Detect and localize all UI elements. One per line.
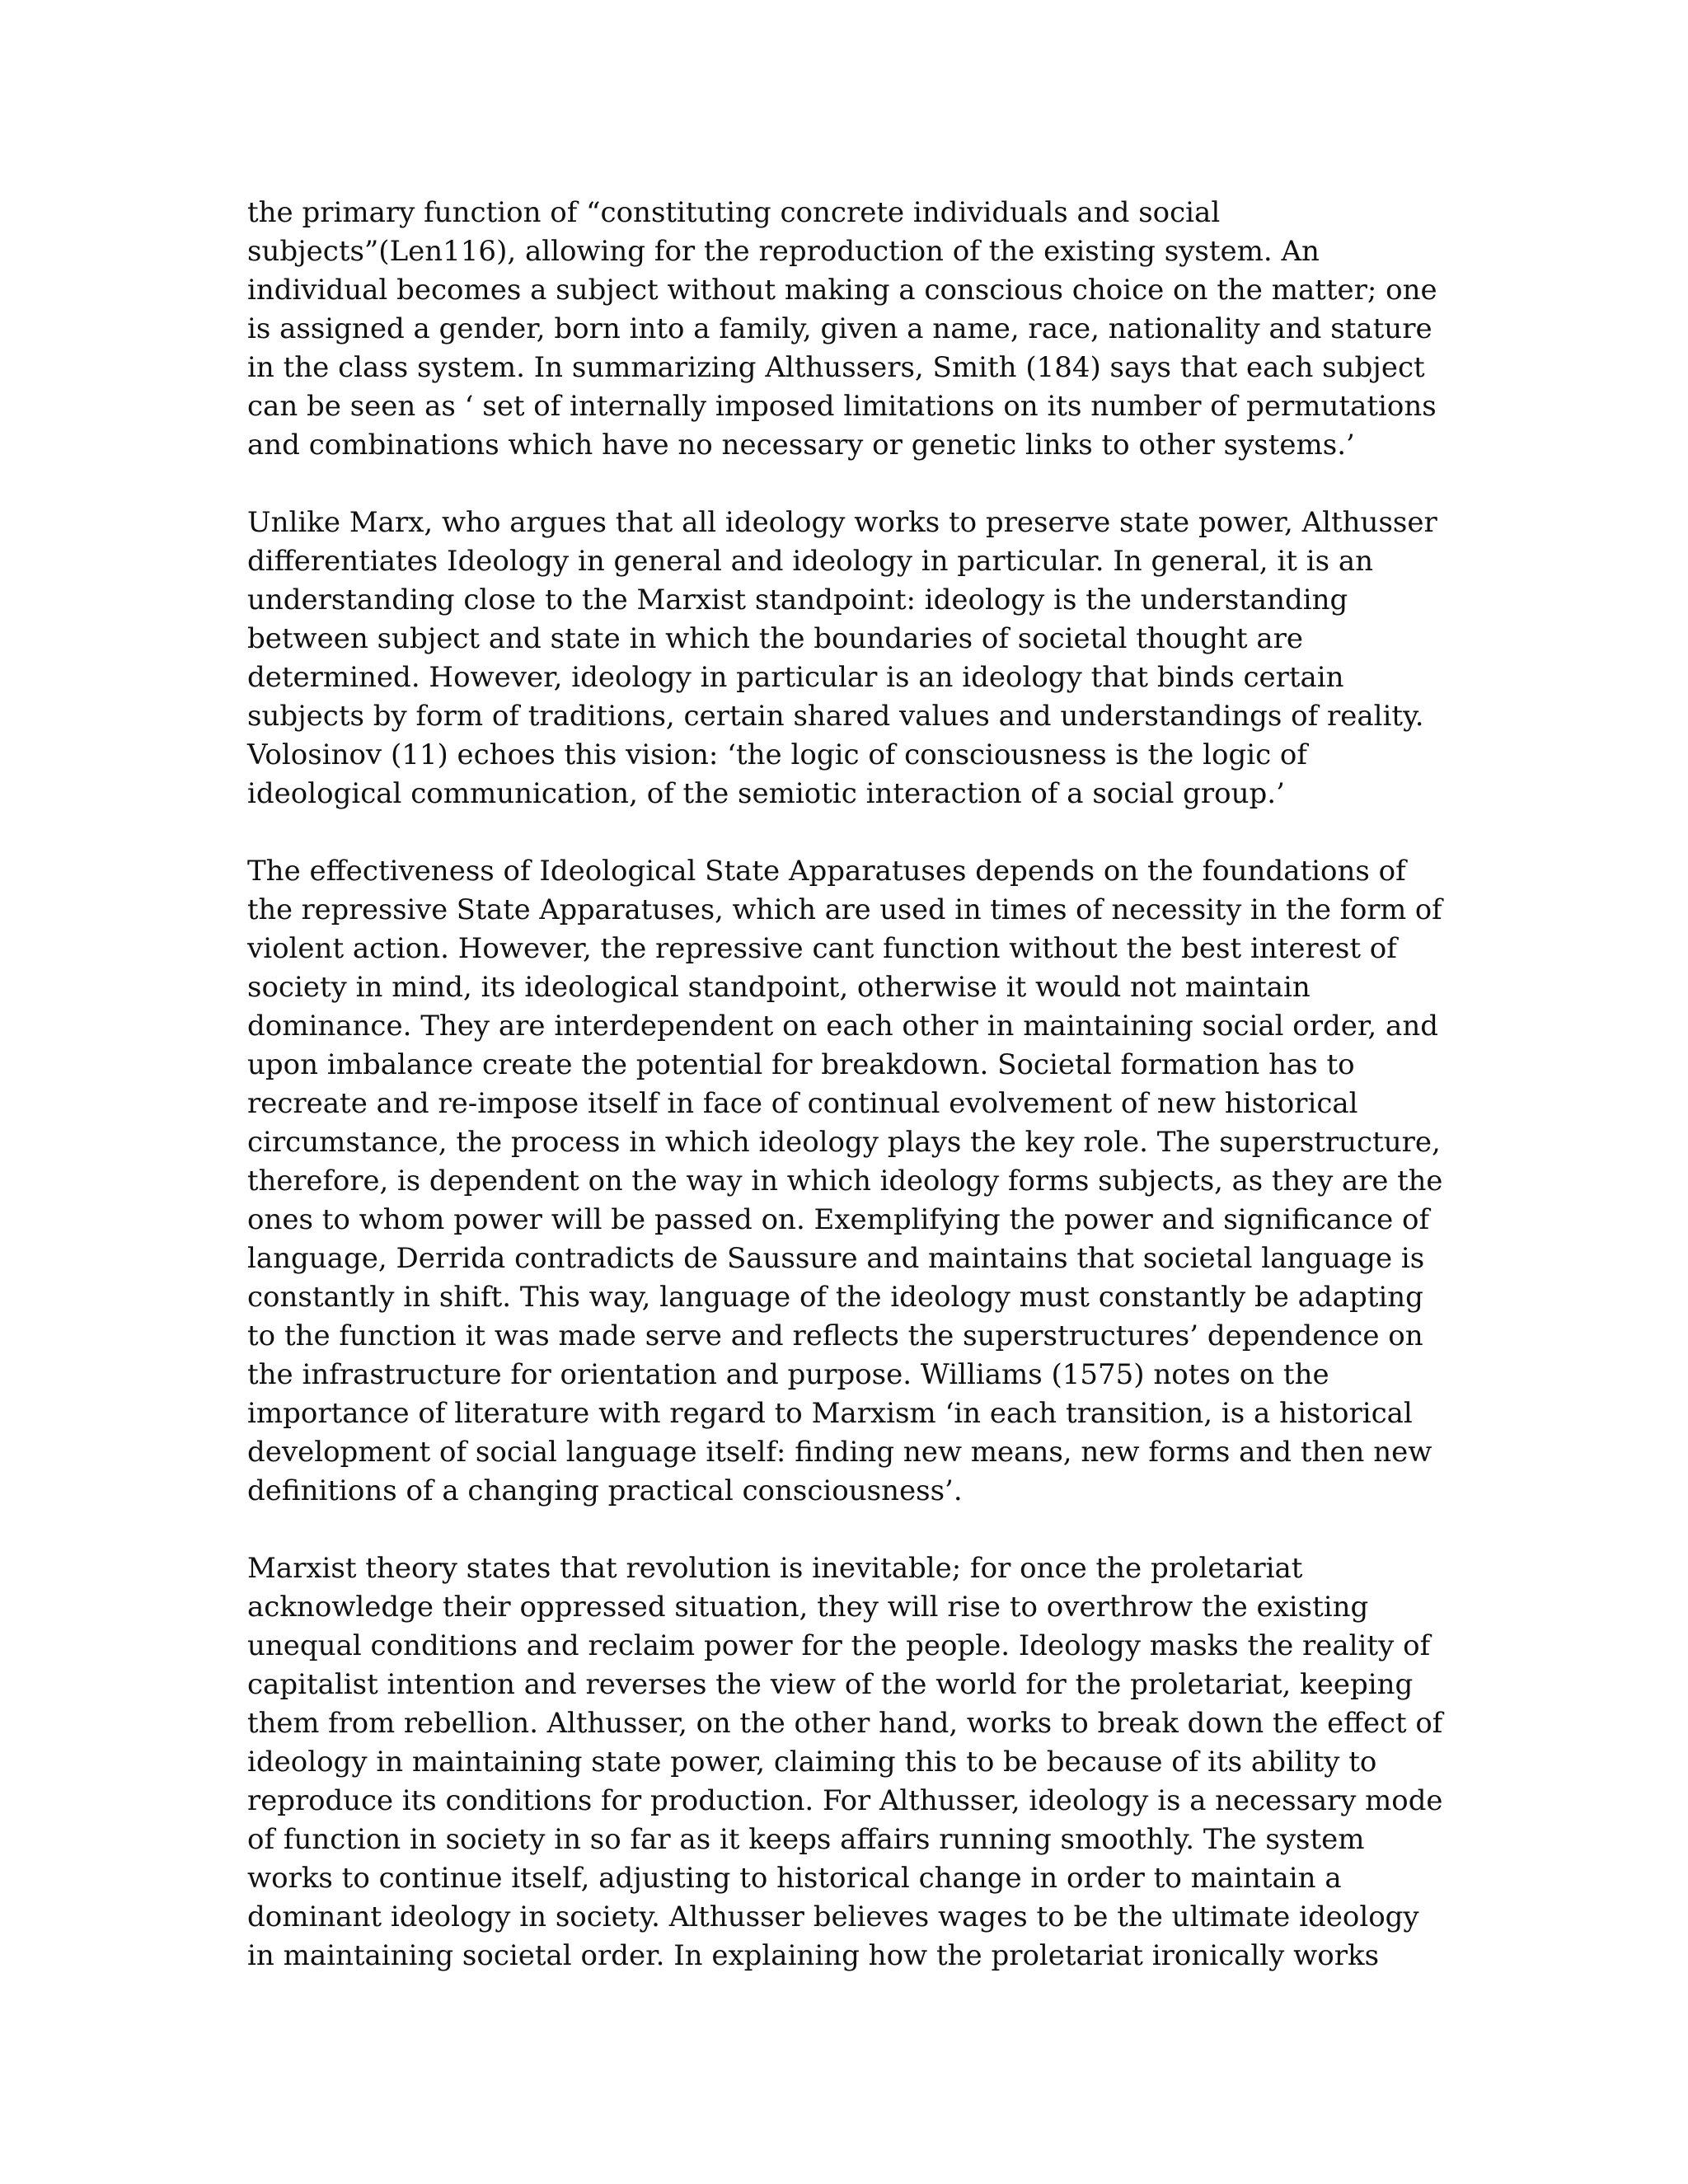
text-line: ideological communication, of the semiotic interaction of a social group.’ [247, 777, 1285, 810]
text-line: understanding close to the Marxist standpoint: ideology is the understanding [247, 583, 1348, 616]
text-line: individual becomes a subject without making a conscious choice on the matter; one [247, 274, 1437, 307]
text-line: works to continue itself, adjusting to historical change in order to maintain a [247, 1862, 1342, 1895]
text-line: and combinations which have no necessary or genetic links to other systems.’ [247, 429, 1355, 462]
text-line: unequal conditions and reclaim power for the people. Ideology masks the reality of [247, 1629, 1431, 1662]
document-body [247, 194, 1442, 2014]
text-line: definitions of a changing practical consciousness’. [247, 1474, 963, 1507]
text-line: acknowledge their oppressed situation, they will rise to overthrow the existing [247, 1591, 1369, 1624]
text-line: Volosinov (11) echoes this vision: ‘the logic of consciousness is the logic of [247, 738, 1307, 771]
text-line: constantly in shift. This way, language of the ideology must constantly be adapting [247, 1281, 1423, 1314]
paragraph-4 [247, 1549, 1442, 1975]
text-line: subjects”(Len116), allowing for the reproduction of the existing system. An [247, 235, 1320, 268]
text-line: Marxist theory states that revolution is inevitable; for once the proletariat [247, 1552, 1303, 1585]
text-line: determined. However, ideology in particular is an ideology that binds certain [247, 661, 1344, 694]
text-line: them from rebellion. Althusser, on the other hand, works to break down the effect of [247, 1707, 1443, 1740]
text-line: is assigned a gender, born into a family, given a name, race, nationality and stature [247, 312, 1432, 345]
text-line: ones to whom power will be passed on. Exemplifying the power and significance of [247, 1203, 1430, 1236]
text-line: therefore, is dependent on the way in which ideology forms subjects, as they are the [247, 1165, 1443, 1197]
text-line: dominant ideology in society. Althusser believes wages to be the ultimate ideology [247, 1900, 1419, 1933]
text-line: of function in society in so far as it keeps affairs running smoothly. The system [247, 1823, 1365, 1856]
text-line: ideology in maintaining state power, claiming this to be because of its ability to [247, 1746, 1377, 1779]
text-line: upon imbalance create the potential for breakdown. Societal formation has to [247, 1048, 1355, 1081]
text-line: importance of literature with regard to Marxism ‘in each transition, is a historical [247, 1397, 1413, 1430]
paragraph-3 [247, 852, 1442, 1511]
text-line: the infrastructure for orientation and purpose. Williams (1575) notes on the [247, 1358, 1329, 1391]
text-line: between subject and state in which the boundaries of societal thought are [247, 622, 1303, 655]
text-line: circumstance, the process in which ideology plays the key role. The superstructure, [247, 1126, 1441, 1159]
text-line: society in mind, its ideological standpoint, otherwise it would not maintain [247, 971, 1311, 1004]
text-line: recreate and re-impose itself in face of continual evolvement of new historical [247, 1087, 1358, 1120]
text-line: subjects by form of traditions, certain shared values and understandings of reality. [247, 700, 1424, 733]
text-line: The effectiveness of Ideological State Apparatuses depends on the foundations of [247, 855, 1406, 888]
text-line: reproduce its conditions for production. For Althusser, ideology is a necessary mode [247, 1784, 1443, 1817]
text-line: language, Derrida contradicts de Saussure and maintains that societal language is [247, 1242, 1425, 1275]
text-line: development of social language itself: finding new means, new forms and then new [247, 1436, 1432, 1469]
paragraph-2 [247, 504, 1442, 813]
text-line: dominance. They are interdependent on each other in maintaining social order, and [247, 1010, 1438, 1043]
paragraph-1 [247, 194, 1442, 465]
text-line: capitalist intention and reverses the view of the world for the proletariat, keeping [247, 1668, 1414, 1701]
text-line: in maintaining societal order. In explaining how the proletariat ironically works [247, 1939, 1380, 1972]
text-line: differentiates Ideology in general and ideology in particular. In general, it is an [247, 545, 1374, 578]
text-line: in the class system. In summarizing Althussers, Smith (184) says that each subject [247, 351, 1425, 384]
text-line: to the function it was made serve and reflects the superstructures’ dependence on [247, 1319, 1423, 1352]
text-line: the repressive State Apparatuses, which are used in times of necessity in the form of [247, 893, 1442, 926]
text-line: violent action. However, the repressive cant function without the best interest of [247, 932, 1397, 965]
text-line: can be seen as ‘ set of internally imposed limitations on its number of permutations [247, 390, 1437, 423]
text-line: the primary function of “constituting concrete individuals and social [247, 196, 1221, 229]
text-line: Unlike Marx, who argues that all ideology works to preserve state power, Althusser [247, 506, 1437, 539]
